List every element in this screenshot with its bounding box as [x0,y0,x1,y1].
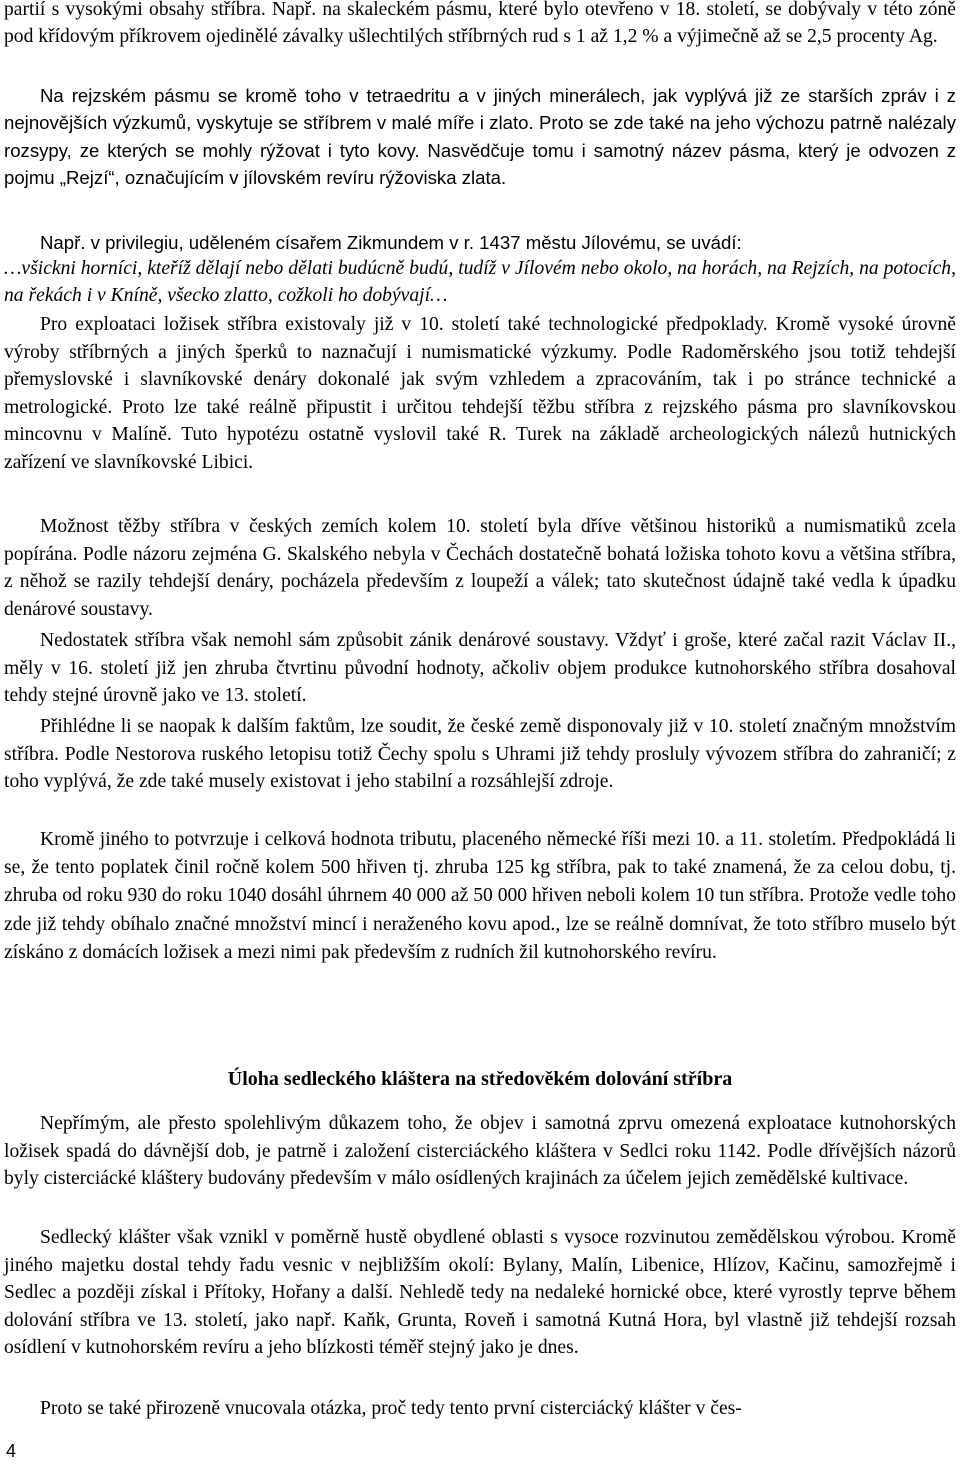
paragraph-rejzske-pasmo: Na rejzském pásmu se kromě toho v tetraedritu a v jiných minerálech, jak vyplývá již ze starších zpráv i z nejnovějších výzkumů, vyskytuje se stříbrem v malé míře i zlato. Proto se zde také na jeho výchozu patrně nalézaly rozsypy, ze kterých se mohly rýžovat i tyto kovy. Nasvědčuje tomu i samotný název pásma, který je odvozen z pojmu „Rejzí“, označujícím v jílovském revíru rýžoviska zlata. [4,85,956,189]
paragraph-sedlecky-klaster-zalozeni: Nepřímým, ale přesto spolehlivým důkazem toho, že objev i samotná zprvu omezená exploatace kutnohorských ložisek spadá do dávnější dob, je patrně i založení cisterciáckého kláštera v Sedlci roku 1142. Podle dřívějších názorů byly cisterciácké kláštery budovány především v málo osídlených krajinách za účelem jejich zemědělské kultivace. [4,1113,956,1190]
paragraph-privilegium-intro: Např. v privilegiu, uděleném císařem Zikmundem v r. 1437 městu Jílovému, se uvádí: [40,232,742,253]
quote-privilegium: …všickni horníci, kteříž dělají nebo dělati budúcně budú, tudíž v Jílovém nebo okolo, na horách, na Rejzích, na potocích, na řekách i v Kníně, všecko zlatto, cožkoli ho dobývají… [4,258,956,306]
paragraph-sedlecky-klaster-osidleni: Sedlecký klášter však vznikl v poměrně hustě obydlené oblasti s vysoce rozvinutou zemědělskou výrobou. Kromě jiného majetku dostal tehdy řadu vesnic v nejbližším okolí: Bylany, Malín, Libenice, Hlízov, Kačinu, samozřejmě i Sedlec a později získal i Přítoky, Hořany a další. Nehledě tedy na nedaleké hornické obce, které vyrostly teprve během dolování stříbra ve 13. století, jako např. Kaňk, Grunta, Roveň i samotná Kutná Hora, byl vlastně již tehdejší rozsah osídlení v kutnohorském revíru a jeho blízkosti téměř stejný jako je dnes. [4,1227,956,1359]
paragraph-nedostatek-stribra: Nedostatek stříbra však nemohl sám způsobit zánik denárové soustavy. Vždyť i groše, které začal razit Václav II., měly v 16. století již jen zhruba čtvrtinu původní hodnoty, ačkoliv objem produkce kutnohorského stříbra dosahoval tehdy stejné úrovně jako ve 13. století. [4,630,956,707]
paragraph-skalecke-pasmo: partií s vysokými obsahy stříbra. Např. na skaleckém pásmu, které bylo otevřeno v 18. století, se dobývaly v této zóně pod křídovým příkrovem ojedinělé závalky ušlechtilých stříbrných rud s 1 až 1,2 % a výjimečně až se 2,5 procenty Ag. [4,0,956,47]
paragraph-exploatace: Pro exploataci ložisek stříbra existovaly již v 10. století také technologické předpoklady. Kromě vysoké úrovně výroby stříbrných a jiných šperků to naznačují i numismatické výzkumy. Podle Radoměrského jsou totiž tehdejší přemyslovské i slavníkovské denáry dokonalé jak svým vzhledem a zpracováním, tak i po stránce technické a metrologické. Proto lze také reálně připustit i určitou tehdejší těžbu stříbra z rejzského pásma pro slavníkovskou mincovnu v Malíně. Tuto hypotézu ostatně vyslovil také R. Turek na základě archeologických nálezů hutnických zařízení ve slavníkovské Libici. [4,314,956,473]
paragraph-tribut: Kromě jiného to potvrzuje i celková hodnota tributu, placeného německé říši mezi 10. a 11. stoletím. Předpokládá li se, že tento poplatek činil ročně kolem 500 hřiven tj. zhruba 125 kg stříbra, pak to také znamená, že za celou dobu, tj. zhruba od roku 930 do roku 1040 dosáhl úhrnem 40 000 až 50 000 hřiven neboli kolem 10 tun stříbra. Protože vedle toho zde již tehdy obíhalo značné množství mincí i neraženého kovu apod., lze se reálně domnívat, že toto stříbro muselo být získáno z domácích ložisek a mezi nimi pak především z rudních žil kutnohorského revíru. [4,829,956,963]
page-number: 4 [6,1441,17,1461]
paragraph-otazka: Proto se také přirozeně vnucovala otázka, proč tedy tento první cisterciácký klášter v čes- [40,1398,742,1419]
section-heading: Úloha sedleckého kláštera na středověkém dolování stříbra [227,1068,733,1090]
paragraph-moznost-tezby: Možnost těžby stříbra v českých zemích kolem 10. století byla dříve většinou historiků a numismatiků zcela popírána. Podle názoru zejména G. Skalského nebyla v Čechách dostatečně bohatá ložiska tohoto kovu a většina stříbra, z něhož se razily tehdejší denáry, pocházela především z loupeží a válek; tato skutečnost údajně také vedla k úpadku denárové soustavy. [4,516,956,620]
paragraph-nestoruv-letopis: Přihlédne li se naopak k dalším faktům, lze soudit, že české země disponovaly již v 10. století značným množstvím stříbra. Podle Nestorova ruského letopisu totiž Čechy spolu s Uhrami již tehdy prosluly vývozem stříbra do zahraničí; z toho vyplývá, že zde také musely existovat i jeho stabilní a rozsáhlejší zdroje. [4,716,956,793]
